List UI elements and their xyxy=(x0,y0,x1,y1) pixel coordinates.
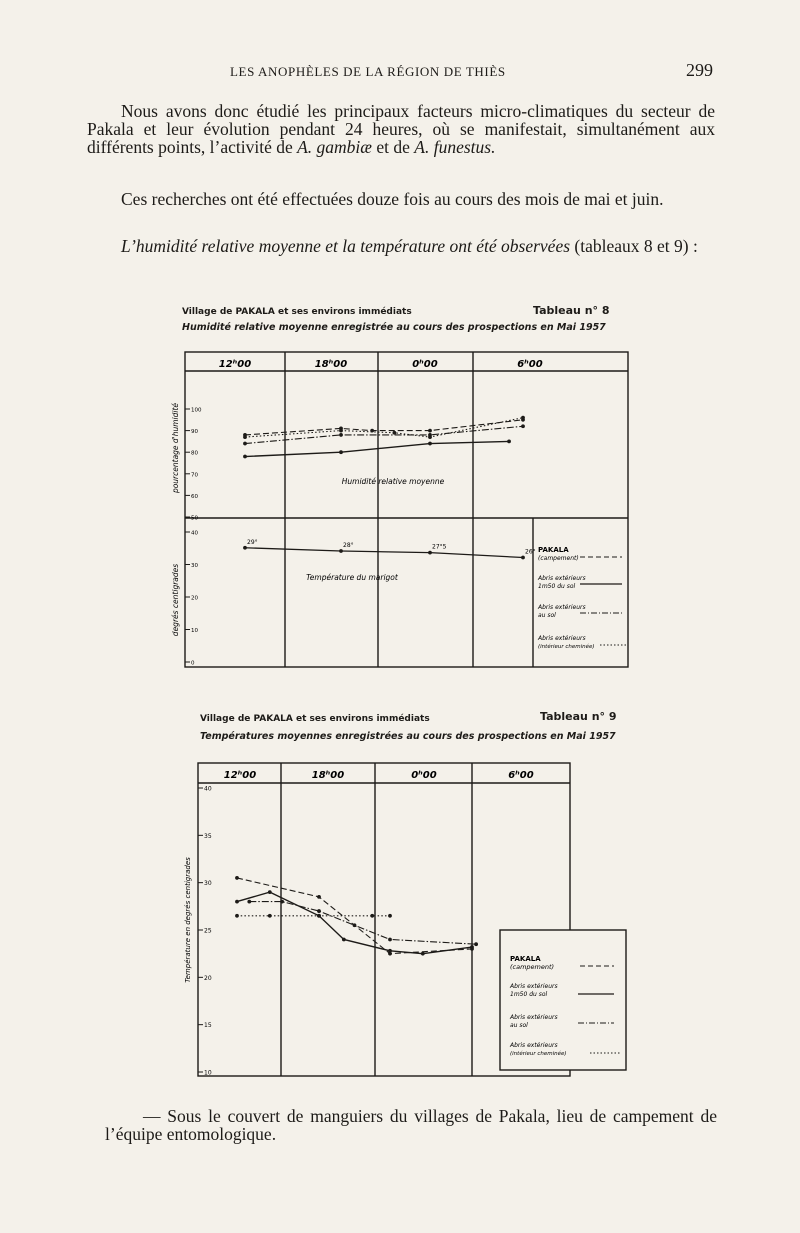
chart9-point xyxy=(474,942,478,946)
chart9-tick-label: 40 xyxy=(204,785,212,793)
chart8-temperature-point-labels xyxy=(247,539,536,556)
fig9-label: Tableau n° 9 xyxy=(540,710,617,723)
chart9-ylabel: Température en degrés centigrades xyxy=(184,857,192,983)
chart8-humidity-label: Humidité relative moyenne xyxy=(341,477,445,486)
chart8-temp-tick-label: 20 xyxy=(191,595,198,602)
paragraph-3-italic: L’humidité relative moyenne et la température ont été observées xyxy=(121,236,571,256)
chart9-point xyxy=(235,900,239,904)
legend9-abrisint: Abris extérieurs xyxy=(510,1042,558,1049)
chart8-humidity-point xyxy=(521,416,525,420)
chart9-xtick-1: 18ʰ00 xyxy=(311,770,345,781)
chart8-xtick-3: 6ʰ00 xyxy=(517,359,543,370)
chart8-xtick-2: 0ʰ00 xyxy=(412,359,438,370)
chart8-humidity-point xyxy=(428,442,432,446)
paragraph-3-rest: (tableaux 8 et 9) : xyxy=(570,236,698,256)
chart9-tick-label: 20 xyxy=(204,974,212,982)
legend8-abrissol-sub: au sol xyxy=(538,612,556,619)
paragraph-1-connector: et de xyxy=(371,137,415,157)
legend9-pakala-sub: (campement) xyxy=(510,963,555,971)
chart8-temp-tick-label: 10 xyxy=(191,628,198,634)
paragraph-2: Ces recherches ont été effectuées douze fois au cours des mois de mai et juin. xyxy=(121,189,664,209)
running-title: LES ANOPHÈLES DE LA RÉGION DE THIÈS xyxy=(230,64,506,79)
chart8-humidity-point xyxy=(428,435,432,439)
legend8-abris150-sub: 1m50 du sol xyxy=(538,583,576,590)
legend9-abrisint-sub: (intérieur cheminée) xyxy=(510,1051,567,1057)
chart8-ylabel-humidity: pourcentage d'humidité xyxy=(171,402,180,494)
chart9-tick-label: 10 xyxy=(204,1069,212,1077)
chart9-frame xyxy=(198,763,626,1076)
chart8-temperature-line xyxy=(245,548,523,558)
chart9-point xyxy=(388,949,392,953)
fig8-label: Tableau n° 8 xyxy=(533,304,610,317)
chart8-humidity-point xyxy=(339,429,343,433)
chart8-humidity-point xyxy=(521,424,525,428)
chart8-hum-tick-label: 90 xyxy=(191,429,198,436)
chart9-xtick-3: 6ʰ00 xyxy=(508,770,534,781)
chart9-point xyxy=(317,914,321,918)
fig8-header: Village de PAKALA et ses environs immédiats xyxy=(182,307,412,317)
chart8-humidity-point xyxy=(339,450,343,454)
chart8-temperature-point xyxy=(339,549,343,553)
species-funestus: A. funestus. xyxy=(414,137,496,157)
chart8-humidity-point xyxy=(243,455,247,459)
chart8-temp-tick-label: 0 xyxy=(191,660,195,667)
species-gambiae: A. gambiæ xyxy=(297,137,372,157)
paragraph-4: — Sous le couvert de manguiers du villages de Pakala, lieu de campement de l’équipe entomologique. xyxy=(105,1106,717,1144)
chart9-point xyxy=(247,900,251,904)
chart9-y-ticks xyxy=(198,786,212,1077)
chart9-point xyxy=(370,914,374,918)
chart8-humidity-point xyxy=(243,435,247,439)
legend9-abrissol: Abris extérieurs xyxy=(510,1014,558,1021)
chart8-humidity-point xyxy=(339,433,343,437)
fig8-title: Humidité relative moyenne enregistrée au cours des prospections en Mai 1957 xyxy=(182,322,606,333)
chart9-series xyxy=(235,876,478,956)
chart9-tick-label: 25 xyxy=(204,927,212,935)
chart9-point xyxy=(388,914,392,918)
legend8-abrisint: Abris extérieurs xyxy=(538,635,586,642)
chart8-temperature-value-label: 29° xyxy=(247,538,258,546)
chart9-point xyxy=(317,909,321,913)
chart9-tick-label: 15 xyxy=(204,1022,212,1030)
chart8-humidity-line-dotted xyxy=(245,418,523,437)
chart8-ylabel-temp: degrés centigrades xyxy=(171,563,180,637)
chart9-point xyxy=(280,900,284,904)
chart9-tick-label: 30 xyxy=(204,880,212,888)
chart9-point xyxy=(317,895,321,899)
chart8-temp-tick-label: 30 xyxy=(191,563,198,569)
chart8-hum-tick-label: 50 xyxy=(191,515,198,522)
page-number: 299 xyxy=(686,60,713,80)
fig9-title: Températures moyennes enregistrées au cours des prospections en Mai 1957 xyxy=(200,731,616,742)
chart9-xtick-2: 0ʰ00 xyxy=(411,770,437,781)
chart8-humidity-point xyxy=(507,440,511,444)
chart8-hum-tick-label: 100 xyxy=(191,407,202,414)
chart9-point xyxy=(235,876,239,880)
chart9-point xyxy=(268,914,272,918)
chart8-xtick-0: 12ʰ00 xyxy=(218,359,252,370)
chart8-humidity-line-dashdot xyxy=(245,426,523,443)
chart9-point xyxy=(470,945,474,949)
chart8-hum-tick-label: 80 xyxy=(191,450,198,457)
chart8-temperature-value-label: 28° xyxy=(343,542,354,549)
legend9-abris150: Abris extérieurs xyxy=(510,983,558,990)
chart8-humidity-ticks xyxy=(185,408,202,522)
legend8-abris150: Abris extérieurs xyxy=(538,575,586,582)
chart8-legend xyxy=(537,546,626,650)
chart8-humidity-line-dashed xyxy=(245,420,523,435)
chart9-point xyxy=(235,914,239,918)
chart8-temp-tick-label: 40 xyxy=(191,530,198,537)
chart9-point xyxy=(342,938,346,942)
fig9-header: Village de PAKALA et ses environs immédiats xyxy=(200,714,430,724)
chart8-temperature-point xyxy=(243,546,247,550)
paragraph-1-text: Nous avons donc étudié les principaux facteurs micro-climatiques du secteur de Pakala et leur évolution pendant 24 heures, où se manifestait, simultanément aux différents points, l’activité de xyxy=(87,101,715,157)
chart8-temperature-label: Température du marigot xyxy=(306,573,398,582)
chart8-xtick-1: 18ʰ00 xyxy=(314,359,348,370)
legend9-abrissol-sub: au sol xyxy=(510,1022,528,1029)
chart9-tick-label: 35 xyxy=(204,832,212,840)
chart8-temperature-point xyxy=(428,551,432,555)
legend8-abrissol: Abris extérieurs xyxy=(538,604,586,611)
chart8-humidity-point xyxy=(428,429,432,433)
chart8-hum-tick-label: 70 xyxy=(191,472,198,479)
chart8-frame xyxy=(185,352,628,667)
legend9-abris150-sub: 1m50 du sol xyxy=(510,991,548,998)
chart9-point xyxy=(388,938,392,942)
chart8-humidity-point xyxy=(393,431,397,435)
chart9-xtick-0: 12ʰ00 xyxy=(223,770,257,781)
chart8-temperature-ticks xyxy=(185,531,198,667)
legend8-abrisint-sub: (intérieur cheminée) xyxy=(538,644,595,650)
chart8-temperature-value-label: 26° xyxy=(525,548,536,556)
chart8-hum-tick-label: 60 xyxy=(191,493,198,500)
chart8-humidity-point xyxy=(243,442,247,446)
chart8-temperature-point xyxy=(521,556,525,560)
legend8-pakala: PAKALA xyxy=(538,546,569,554)
chart9-point xyxy=(268,890,272,894)
chart9-point xyxy=(353,923,357,927)
legend8-pakala-sub: (campement) xyxy=(538,555,579,562)
legend9-pakala: PAKALA xyxy=(510,955,541,963)
chart9-point xyxy=(421,952,425,956)
chart9-line-dashdot xyxy=(249,902,476,945)
chart8-temperature-value-label: 27°5 xyxy=(432,543,447,551)
